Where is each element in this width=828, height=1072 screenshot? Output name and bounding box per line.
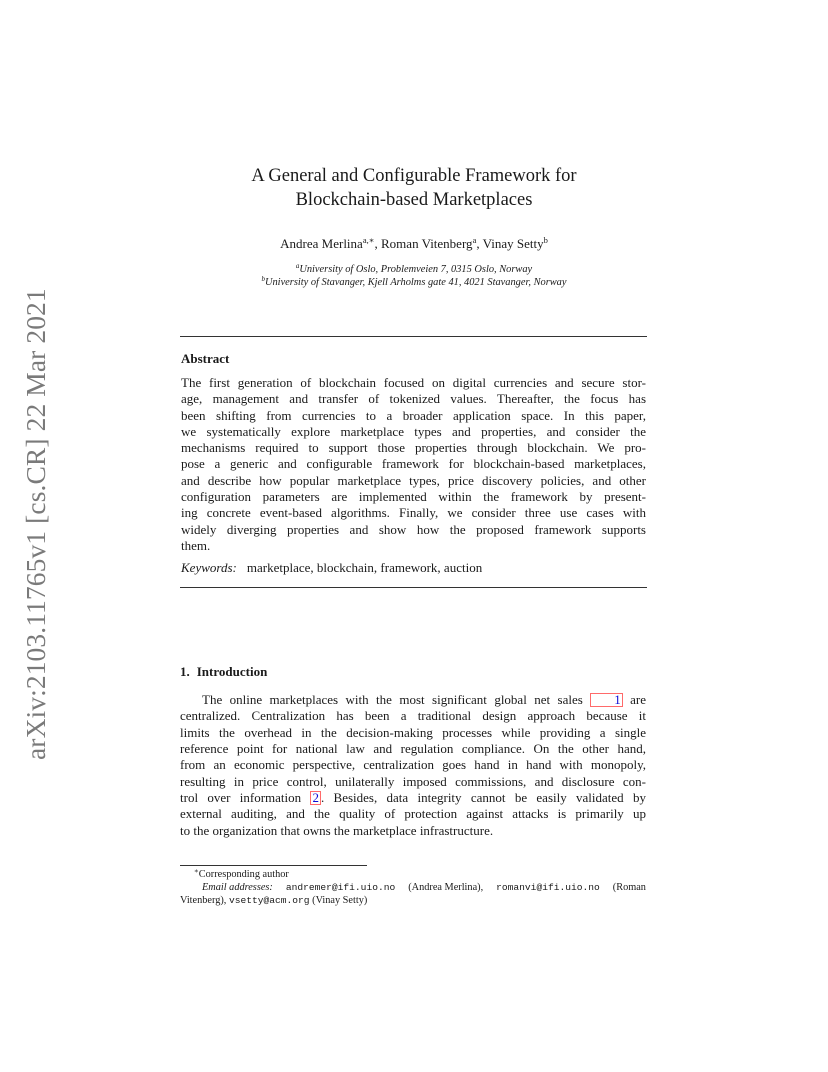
section-title: Introduction — [196, 664, 268, 679]
paragraph-line: resulting in price control, unilaterally imposed commissions, and disclosure con- — [180, 773, 646, 789]
affiliation — [180, 277, 648, 288]
footnote-mark: ∗ — [194, 867, 199, 875]
abstract-line: The first generation of blockchain focused on digital currencies and secure stor- — [181, 375, 646, 390]
footnote-corresponding — [180, 868, 660, 881]
email-link[interactable]: andremer@ifi.uio.no — [285, 882, 396, 893]
email-owner: (Roman — [612, 882, 646, 893]
abstract-line: been shifting from currencies to a broader application space. In this paper, — [181, 407, 646, 423]
footnote-emails-line — [180, 881, 646, 894]
paragraph-line — [180, 790, 646, 806]
email-owner: (Vinay Setty) — [309, 895, 368, 906]
email-link[interactable]: vsetty@acm.org — [228, 895, 310, 906]
abstract-heading: Abstract — [181, 351, 230, 366]
affiliation-mark: a — [295, 262, 300, 270]
abstract-line: mechanisms required to support those properties through blockchain. We pro- — [181, 440, 646, 456]
paragraph-line: from an economic perspective, centralization goes hand in hand with monopoly, — [180, 757, 646, 773]
line-text: The online marketplaces with the most significant global net sales — [202, 692, 591, 707]
author-list — [180, 236, 648, 252]
author-name: Vinay Setty — [482, 236, 544, 251]
citation-link-2[interactable]: 2 — [312, 790, 319, 806]
abstract-line: age, management and transfer of tokenized values. Thereafter, the focus has — [181, 391, 646, 407]
footnote-rule — [180, 865, 367, 866]
author-separator: , — [374, 236, 382, 251]
affiliation-text: University of Stavanger, Kjell Arholms gate 41, 4021 Stavanger, Norway — [264, 277, 567, 288]
paragraph-line: external auditing, and the quality of protection against attacks is primarily up — [180, 806, 646, 822]
line-text: are — [622, 692, 646, 707]
abstract-line: configuration parameters are implemented within the framework by present- — [181, 489, 646, 505]
title-line: A General and Configurable Framework for — [251, 166, 577, 186]
paper-title — [180, 164, 648, 212]
arxiv-identifier-stamp: arXiv:2103.11765v1 [cs.CR] 22 Mar 2021 — [20, 288, 51, 760]
title-line: Blockchain-based Marketplaces — [295, 190, 533, 210]
abstract-line: ing concrete event-based algorithms. Finally, we consider three use cases with — [181, 505, 646, 521]
affiliation-text: University of Oslo, Problemveien 7, 0315 Oslo, Norway — [299, 264, 533, 275]
author-name: Roman Vitenberg — [381, 236, 473, 251]
footnote-emails-line — [180, 894, 646, 907]
introduction-paragraph — [180, 692, 646, 839]
abstract-line: and describe how popular marketplace types, price discovery policies, and other — [181, 472, 646, 488]
paragraph-line: reference point for national law and regulation compliance. On the other hand, — [180, 741, 646, 757]
paragraph-line: limits the overhead in the decision-making processes while providing a single — [180, 724, 646, 740]
keywords-label: Keywords: — [181, 560, 237, 575]
abstract-line: widely diverging properties and show how the proposed framework supports — [181, 521, 646, 537]
author-separator: , — [476, 236, 483, 251]
abstract-line: we systematically explore marketplace types and properties, and consider the — [181, 423, 646, 439]
author-name: Andrea Merlina — [280, 236, 363, 251]
paragraph-line: to the organization that owns the marketplace infrastructure. — [180, 822, 494, 838]
section-number: 1. — [180, 664, 190, 679]
abstract-line: them. — [181, 537, 211, 553]
author-affiliation-mark: a — [472, 235, 477, 245]
author-affiliation-mark: a,∗ — [362, 235, 375, 245]
abstract-bottom-rule — [180, 587, 647, 588]
section-heading-introduction — [180, 664, 267, 680]
line-text: . Besides, data integrity cannot be easily validated by — [320, 790, 646, 806]
email-label: Email addresses: — [202, 882, 273, 893]
email-owner: (Andrea Merlina), — [408, 882, 484, 893]
paragraph-line: centralized. Centralization has been a traditional design approach because it — [180, 708, 646, 724]
line-text: trol over information — [180, 790, 311, 806]
abstract-line: pose a generic and configurable framework for blockchain-based marketplaces, — [181, 456, 646, 472]
paragraph-line — [180, 692, 646, 708]
email-owner: Vitenberg), — [180, 895, 229, 906]
keywords — [181, 560, 482, 576]
affiliation-mark: b — [261, 275, 265, 283]
affiliation — [180, 264, 648, 275]
abstract-body — [181, 375, 646, 554]
abstract-top-rule — [180, 336, 647, 337]
author-affiliation-mark: b — [543, 235, 548, 245]
email-link[interactable]: romanvi@ifi.uio.no — [496, 882, 600, 893]
citation-link-1[interactable]: 1 — [590, 693, 623, 707]
footnote-text: Corresponding author — [198, 869, 289, 880]
keywords-text: marketplace, blockchain, framework, auction — [246, 560, 483, 575]
